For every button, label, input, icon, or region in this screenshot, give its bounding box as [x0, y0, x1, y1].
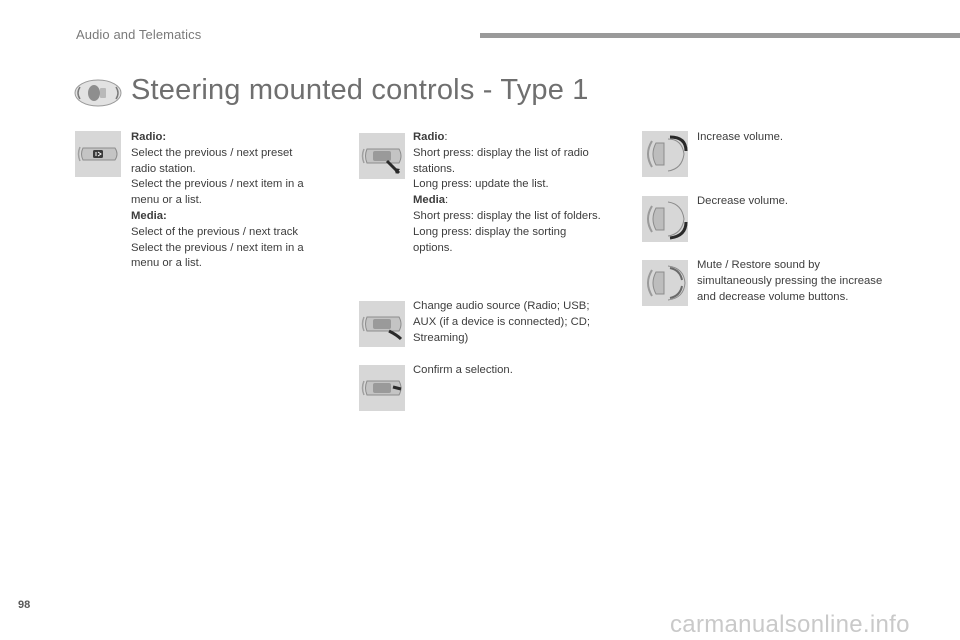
description-line: Change audio source (Radio; USB; — [413, 300, 590, 312]
description-line: menu or a list. — [131, 194, 202, 207]
control-description-confirm-button — [413, 363, 513, 379]
watermark: carmanualsonline.info — [670, 611, 910, 638]
description-line: radio station. — [131, 162, 196, 175]
description-line: Confirm a selection. — [413, 364, 513, 376]
description-line: Long press: update the list. — [413, 178, 549, 191]
control-thumbnail-source-button — [359, 301, 405, 347]
control-description-source-button — [413, 299, 590, 346]
description-line: and decrease volume buttons. — [697, 290, 849, 303]
description-line: Select the previous / next preset — [131, 146, 293, 159]
description-line: Select the previous / next item in a — [131, 178, 304, 191]
description-line: Short press: display the list of radio — [413, 146, 589, 159]
description-line: menu or a list. — [131, 257, 202, 270]
description-line: Short press: display the list of folders. — [413, 209, 601, 222]
description-line: Media: — [131, 209, 167, 222]
description-line: Decrease volume. — [697, 195, 789, 207]
control-description-volume-up — [697, 130, 783, 146]
description-line: simultaneously pressing the increase — [697, 274, 883, 287]
control-description-volume-down — [697, 194, 788, 210]
description-line: Mute / Restore sound by — [697, 259, 821, 271]
description-line: Streaming) — [413, 331, 469, 344]
control-thumbnail-volume-down — [642, 196, 688, 242]
control-thumbnail-mute — [642, 260, 688, 306]
steering-volume-up-icon — [642, 131, 688, 177]
control-description-rotary-wheel — [413, 130, 601, 256]
description-line: Long press: display the sorting — [413, 225, 567, 238]
description-line: Increase volume. — [697, 131, 784, 143]
steering-wheel-controls-icon — [74, 78, 122, 108]
control-thumbnail-rotary-wheel — [359, 133, 405, 179]
control-thumbnail-volume-up — [642, 131, 688, 177]
description-line: Radio: — [413, 131, 448, 143]
control-thumbnail-preset-switch — [75, 131, 121, 177]
description-line: stations. — [413, 162, 456, 175]
header-section-title: Audio and Telematics — [76, 27, 202, 42]
steering-source-button-icon — [359, 301, 405, 347]
header-bar — [480, 33, 960, 38]
description-line: Select of the previous / next track — [131, 225, 299, 238]
page-number: 98 — [18, 599, 31, 611]
description-line: Media: — [413, 194, 449, 207]
control-thumbnail-confirm-button — [359, 365, 405, 411]
description-line: Select the previous / next item in a — [131, 241, 304, 254]
description-line: AUX (if a device is connected); CD; — [413, 315, 591, 328]
steering-mute-icon — [642, 260, 688, 306]
description-line: options. — [413, 241, 453, 254]
steering-rotary-wheel-icon — [359, 133, 405, 179]
description-line: Radio: — [131, 131, 167, 143]
page-title: Steering mounted controls - Type 1 — [131, 74, 589, 106]
control-description-mute — [697, 258, 882, 305]
steering-left-switch-icon — [75, 131, 121, 177]
steering-confirm-button-icon — [359, 365, 405, 411]
control-description-preset-switch — [131, 130, 304, 272]
steering-volume-down-icon — [642, 196, 688, 242]
